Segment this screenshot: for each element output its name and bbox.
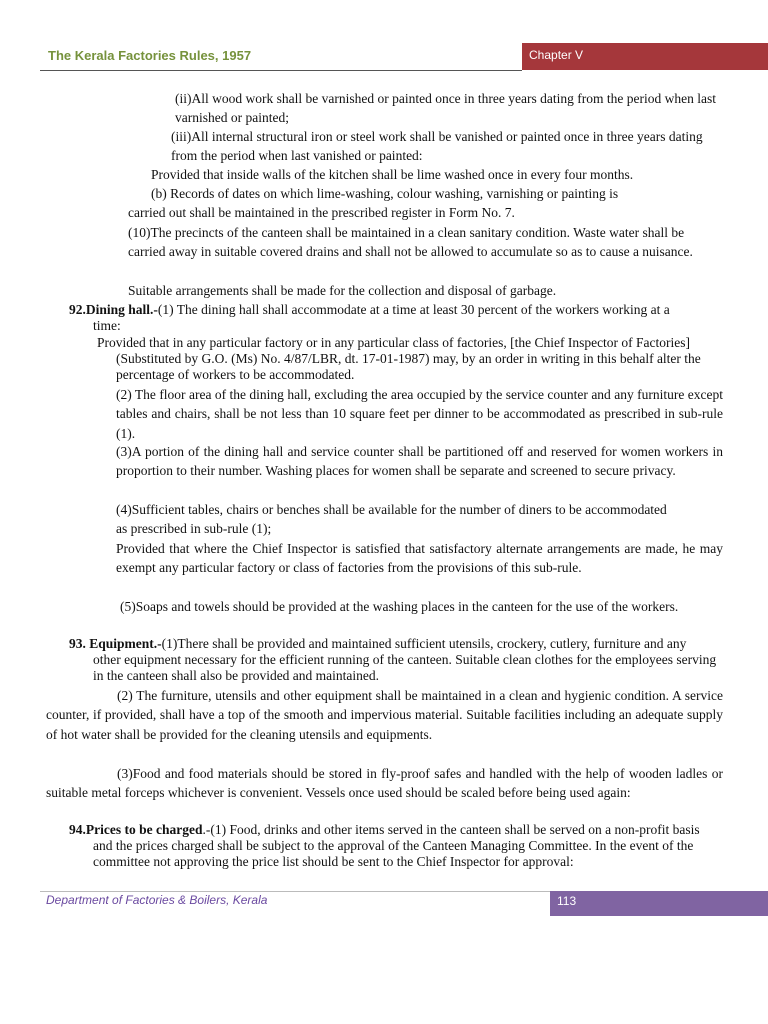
footer-department: Department of Factories & Boilers, Kerala: [46, 893, 268, 907]
chapter-band: [522, 43, 768, 70]
section-92-proviso-exempt: Provided that where the Chief Inspector is satisfied that satisfactory alternate arrangements are made, he may exempt any particular factory or class of factories from the provisions of this sub-rule.: [116, 541, 723, 576]
section-93-heading: 93. Equipment.-: [69, 636, 162, 651]
paragraph-b-line2: carried out shall be maintained in the prescribed register in Form No. 7.: [128, 205, 515, 220]
page-number: 113: [557, 894, 577, 908]
paragraph-b-line1: (b) Records of dates on which lime-washing, colour washing, varnishing or painting is: [151, 186, 619, 201]
section-92-sub2: (2) The floor area of the dining hall, excluding the area occupied by the service counter and any furniture except tables and chairs, shall be not less than 10 square feet per dinner to be accommodated as prescribed in sub-rule (1).: [116, 387, 723, 441]
page-number-band: [550, 891, 768, 916]
section-92: 92.Dining hall.-(1) The dining hall shall accommodate at a time at least 30 percent of the workers working at a time:: [69, 302, 670, 333]
chapter-label: Chapter V: [529, 48, 584, 62]
paragraph-ii: (ii)All wood work shall be varnished or painted once in three years dating from the period when last varnished or painted;: [175, 91, 716, 126]
section-93-sub3: (3)Food and food materials should be stored in fly-proof safes and handled with the help of wooden ladles or suitable metal forceps whichever is convenient. Vessels once used should be scaled before being used again:: [46, 766, 723, 801]
section-93: 93. Equipment.-(1)There shall be provided and maintained sufficient utensils, crockery, cutlery, furniture and any other equipment necessary for the efficient running of the canteen. Suitable clean clothes for the employees serving in the canteen shall also be provided and maintained.: [69, 636, 717, 683]
running-header: [40, 44, 522, 71]
section-92-sub3: (3)A portion of the dining hall and service counter shall be partitioned off and reserved for women workers in proportion to their number. Washing places for women shall be separate and screened to secure privacy.: [116, 444, 723, 479]
section-92-sub4: (4)Sufficient tables, chairs or benches shall be available for the number of diners to be accommodated as prescribed in sub-rule (1);: [116, 502, 667, 537]
section-94: 94.Prices to be charged.-(1) Food, drinks and other items served in the canteen shall be served on a non-profit basis and the prices charged shall be subject to the approval of the Canteen Managing Committee. In the event of the committee not approving the price list should be sent to the Chief Inspector for approval:: [69, 822, 700, 869]
section-92-proviso: Provided that in any particular factory or in any particular class of factories, [the Chief Inspector of Factories](Substituted by G.O. (Ms) No. 4/87/LBR, dt. 17-01-1987) may, by an order in writing in this behalf alter the percentage of workers to be accommodated.: [97, 335, 701, 382]
section-92-heading: 92.Dining hall.-: [69, 302, 158, 317]
section-94-heading: 94.Prices to be charged: [69, 822, 203, 837]
section-92-sub5: (5)Soaps and towels should be provided at the washing places in the canteen for the use of the workers.: [120, 599, 679, 614]
paragraph-garbage: Suitable arrangements shall be made for the collection and disposal of garbage.: [128, 283, 557, 298]
document-title: The Kerala Factories Rules, 1957: [48, 48, 252, 63]
paragraph-proviso-kitchen: Provided that inside walls of the kitchen shall be lime washed once in every four months.: [151, 167, 634, 182]
paragraph-iii: (iii)All internal structural iron or steel work shall be vanished or painted once in three years dating from the period when last vanished or painted:: [171, 129, 703, 164]
section-93-sub2: (2) The furniture, utensils and other equipment shall be maintained in a clean and hygienic condition. A service counter, if provided, shall have a top of the smooth and impervious material. Suitable facilities including an adequate supply of hot water shall be provided for the cleaning utensils and equipments.: [46, 688, 723, 742]
paragraph-10: (10)The precincts of the canteen shall be maintained in a clean sanitary condition. Waste water shall be carried away in suitable covered drains and shall not be allowed to accumulate so as to cause a nuisance.: [128, 225, 693, 260]
